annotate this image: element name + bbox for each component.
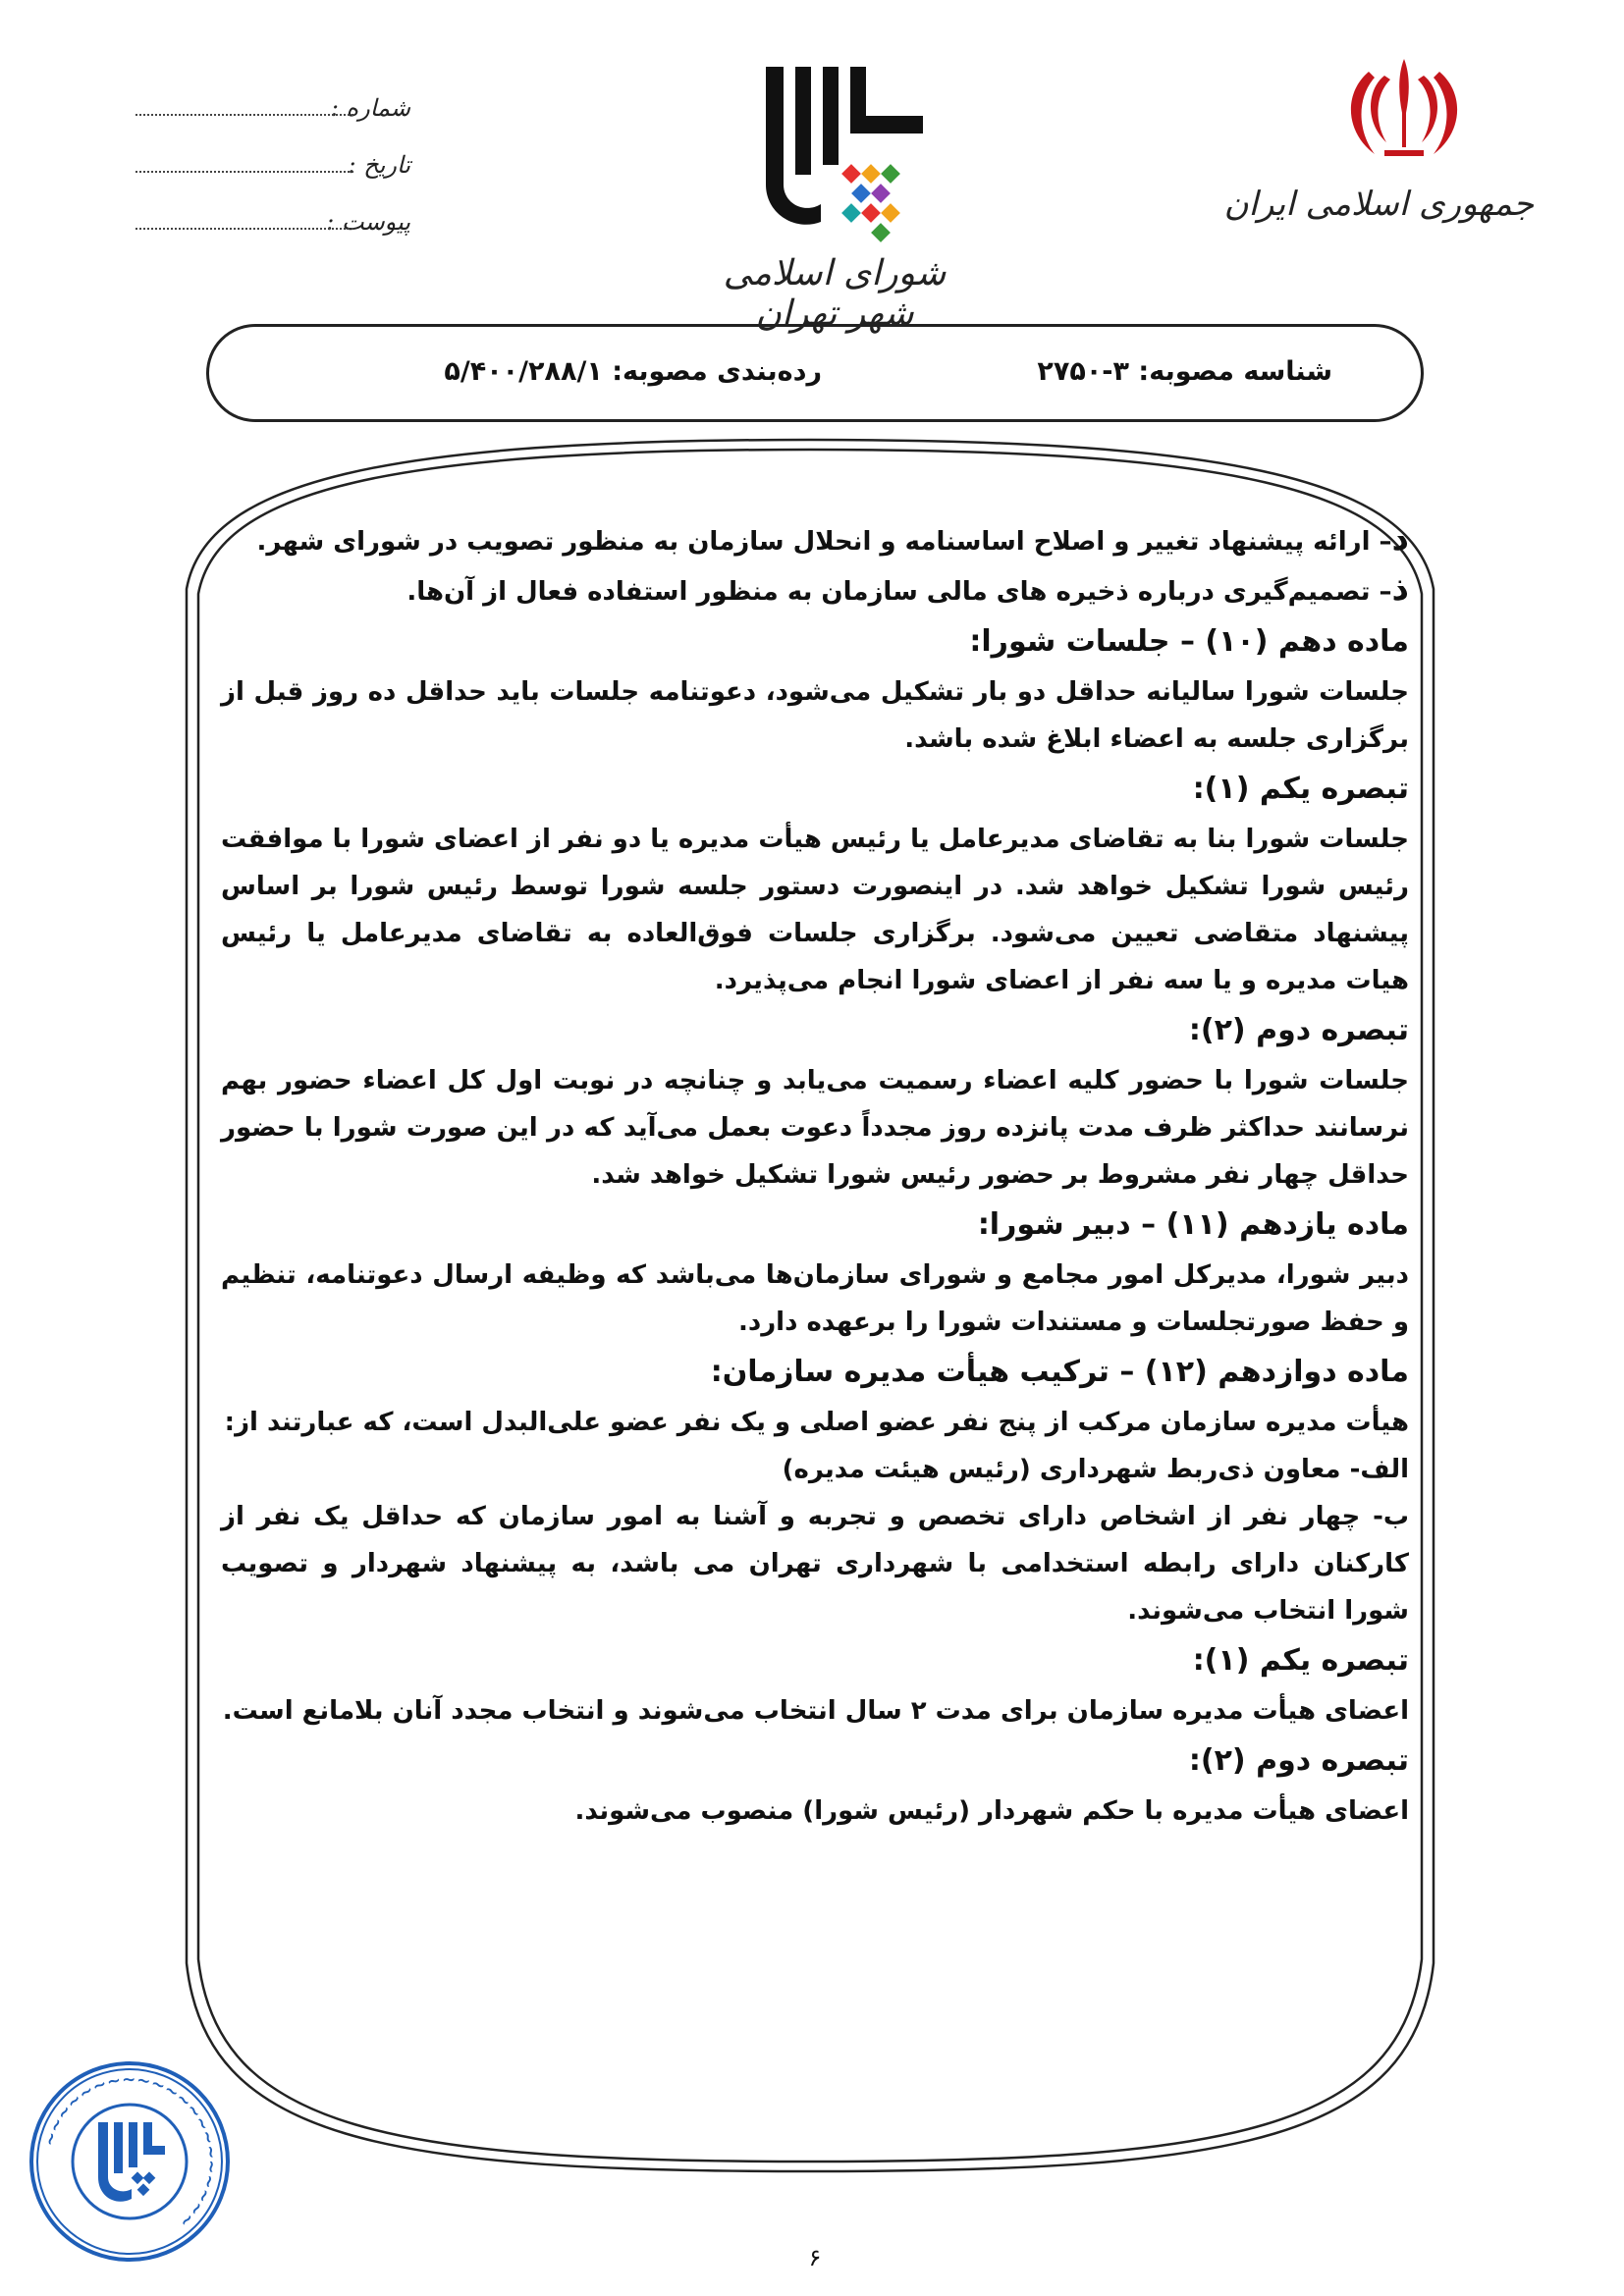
country-caption: جمهوری اسلامی ایران <box>1223 185 1534 224</box>
item-z-letter: ذ <box>1391 569 1409 609</box>
article-12-note-1-title: تبصره یکم (۱): <box>1192 1643 1409 1678</box>
attachment-label: پیوست : <box>326 208 410 236</box>
dotted-line <box>135 114 353 116</box>
article-12-note-2-title: تبصره دوم (۲): <box>1188 1743 1409 1778</box>
article-12-title: ماده دوازدهم (۱۲) – ترکیب هیأت مدیره سازمان: <box>710 1355 1409 1389</box>
item-d-letter: د <box>1391 519 1409 559</box>
date-label: تاریخ : <box>348 151 410 179</box>
article-10-note-2-title: تبصره دوم (۲): <box>1188 1013 1409 1047</box>
iran-emblem-icon <box>1335 54 1473 167</box>
article-12-item-a: الف- معاون ذی‌ربط شهرداری (رئیس هیئت مدیره) <box>782 1455 1409 1484</box>
item-d <box>221 515 1409 565</box>
page-number: ۶ <box>808 2244 822 2271</box>
item-z <box>221 565 1409 615</box>
article-12-item-b: ب- چهار نفر از اشخاص دارای تخصص و تجربه و آشنا به امور سازمان که حداقل یک نفر از کارکنان دارای رابطه استخدامی با شهرداری تهران می باشد، به پیشنهاد شهردار و تصویب شورا انتخاب می‌شوند. <box>221 1502 1409 1626</box>
approval-classification: رده‌بندی مصوبه: ۵/۴۰۰/۲۸۸/۱ <box>444 356 822 387</box>
article-12-text: هیأت مدیره سازمان مرکب از پنج نفر عضو اصلی و یک نفر عضو علی‌البدل است، که عبارتند از: <box>224 1408 1409 1437</box>
approval-id: شناسه مصوبه: ۳-۲۷۵۰ <box>1037 356 1332 387</box>
article-11-text: دبیر شورا، مدیرکل امور مجامع و شورای سازمان‌ها می‌باشد که وظیفه ارسال دعوتنامه، تنظیم و حفظ صورتجلسات و مستندات شورا را برعهده دارد. <box>221 1260 1409 1337</box>
article-10-note-1-title: تبصره یکم (۱): <box>1192 772 1409 806</box>
document-body <box>221 515 1409 1835</box>
article-10-text: جلسات شورا سالیانه حداقل دو بار تشکیل می‌شود، دعوتنامه جلسات باید حداقل ده روز قبل از برگزاری جلسه به اعضاء ابلاغ شده باشد. <box>221 677 1409 754</box>
reference-number-label: شماره : <box>330 94 410 122</box>
date-field <box>135 149 430 188</box>
item-d-text: – ارائه پیشنهاد تغییر و اصلاح اساسنامه و انحلال سازمان به منظور تصویب در شورای شهر. <box>256 527 1392 557</box>
attachment-field <box>135 206 430 245</box>
item-z-text: – تصمیم‌گیری درباره ذخیره های مالی سازمان به منظور استفاده فعال از آن‌ها. <box>406 577 1392 607</box>
article-12-note-2-text: اعضای هیأت مدیره با حکم شهردار (رئیس شورا) منصوب می‌شوند. <box>574 1796 1409 1826</box>
dotted-line <box>135 228 353 230</box>
council-caption: شورای اسلامی شهر تهران <box>723 253 947 334</box>
approval-id-box <box>206 324 1424 422</box>
article-12-note-1-text: اعضای هیأت مدیره سازمان برای مدت ۲ سال انتخاب می‌شوند و انتخاب مجدد آنان بلامانع است. <box>222 1696 1409 1726</box>
dotted-line <box>135 171 353 173</box>
article-10-title: ماده دهم (۱۰) – جلسات شورا: <box>969 624 1409 659</box>
article-10-note-2-text: جلسات شورا با حضور کلیه اعضاء رسمیت می‌یابد و چنانچه در نوبت اول کل اعضاء حضور بهم نرسانند حداکثر ظرف مدت پانزده روز مجدداً دعوت بعمل می‌آید که در این صورت شورا با حضور حداقل چهار نفر مشروط بر حضور رئیس شورا تشکیل خواهد شد. <box>221 1066 1409 1190</box>
reference-number-field <box>135 92 430 132</box>
tehran-council-logo <box>727 57 952 253</box>
council-seal-stamp <box>27 2059 232 2264</box>
svg-text:~~~~~~~~~~~~~~~~~~~~~: ~~~~~~~~~~~~~~~~~~~~~ <box>39 2069 222 2232</box>
article-10-note-1-text: جلسات شورا بنا به تقاضای مدیرعامل یا رئیس هیأت مدیره یا دو نفر از اعضای شورا با موافقت رئیس شورا تشکیل خواهد شد. در اینصورت دستور جلسه شورا توسط رئیس شورا بر اساس پیشنهاد متقاضی تعیین می‌شود. برگزاری جلسات فوق‌العاده به تقاضای مدیرعامل یا رئیس هیات مدیره و یا سه نفر از اعضای شورا انجام می‌پذیرد. <box>221 825 1409 995</box>
article-11-title: ماده یازدهم (۱۱) – دبیر شورا: <box>977 1207 1409 1242</box>
